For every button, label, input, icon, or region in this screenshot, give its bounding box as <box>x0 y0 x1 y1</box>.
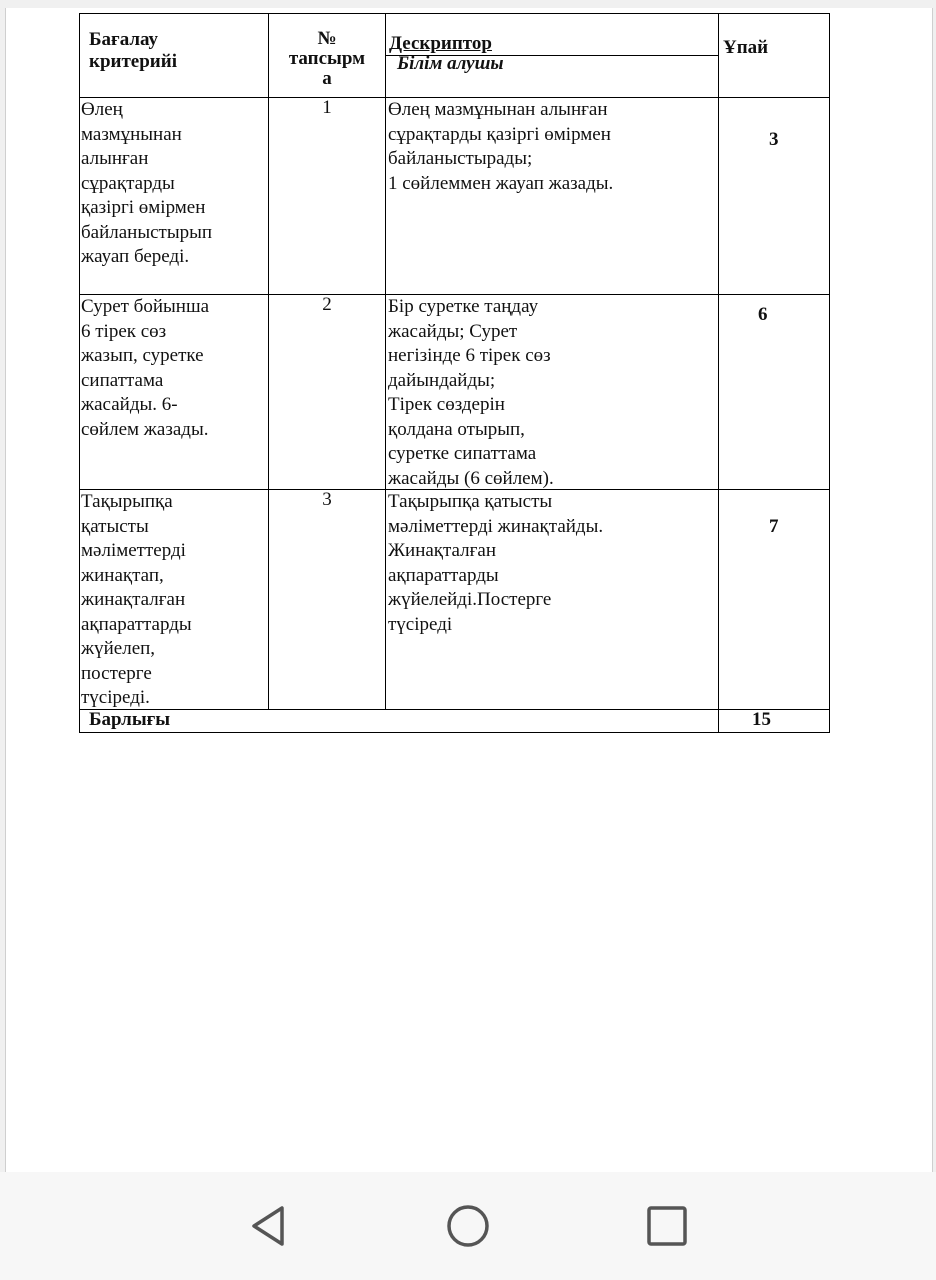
back-icon <box>244 1202 292 1250</box>
back-button[interactable] <box>244 1202 292 1250</box>
row1-descriptor: Өлең мазмұнынан алынған сұрақтарды қазіргі өмірмен байланыстырады; 1 сөйлеммен жауап жазады. <box>388 99 614 194</box>
row1-task-no: 1 <box>322 97 332 118</box>
header-points: Ұпай <box>723 37 769 58</box>
total-points: 15 <box>752 709 771 730</box>
row2-points: 6 <box>758 304 768 325</box>
row3-points: 7 <box>769 516 779 537</box>
header-descriptor-sub: Білім алушы <box>397 53 504 74</box>
row3-descriptor: Тақырыпқа қатысты мәліметтерді жинақтайды. Жинақталған ақпараттарды жүйелейді.Постерге түсіреді <box>388 491 604 635</box>
row3-task-no: 3 <box>322 489 332 510</box>
total-label: Барлығы <box>89 709 171 730</box>
recents-icon <box>643 1202 691 1250</box>
row2-task-no: 2 <box>322 294 332 315</box>
row2-criteria: Сурет бойынша 6 тірек сөз жазып, суретке сипаттама жасайды. 6- сөйлем жазады. <box>81 296 210 440</box>
recents-button[interactable] <box>643 1202 691 1250</box>
document-page <box>5 8 933 1172</box>
row1-points: 3 <box>769 129 779 150</box>
home-button[interactable] <box>444 1202 492 1250</box>
header-task-no: № тапсырм а <box>288 28 366 89</box>
row1-criteria: Өлең мазмұнынан алынған сұрақтарды қазіргі өмірмен байланыстырып жауап береді. <box>81 99 213 267</box>
row2-descriptor: Бір суретке таңдау жасайды; Сурет негізінде 6 тірек сөз дайындайды; Тірек сөздерін қолдана отырып, суретке сипаттама жасайды (6 сөйлем). <box>388 296 554 489</box>
system-navigation-bar <box>0 1172 936 1280</box>
header-descriptor: Дескриптор <box>389 33 492 54</box>
home-icon <box>444 1202 492 1250</box>
header-criteria: Бағалау критерийі <box>89 29 177 72</box>
row3-criteria: Тақырыпқа қатысты мәліметтерді жинақтап, жинақталған ақпараттарды жүйелеп, постерге түсіреді. <box>81 491 192 708</box>
